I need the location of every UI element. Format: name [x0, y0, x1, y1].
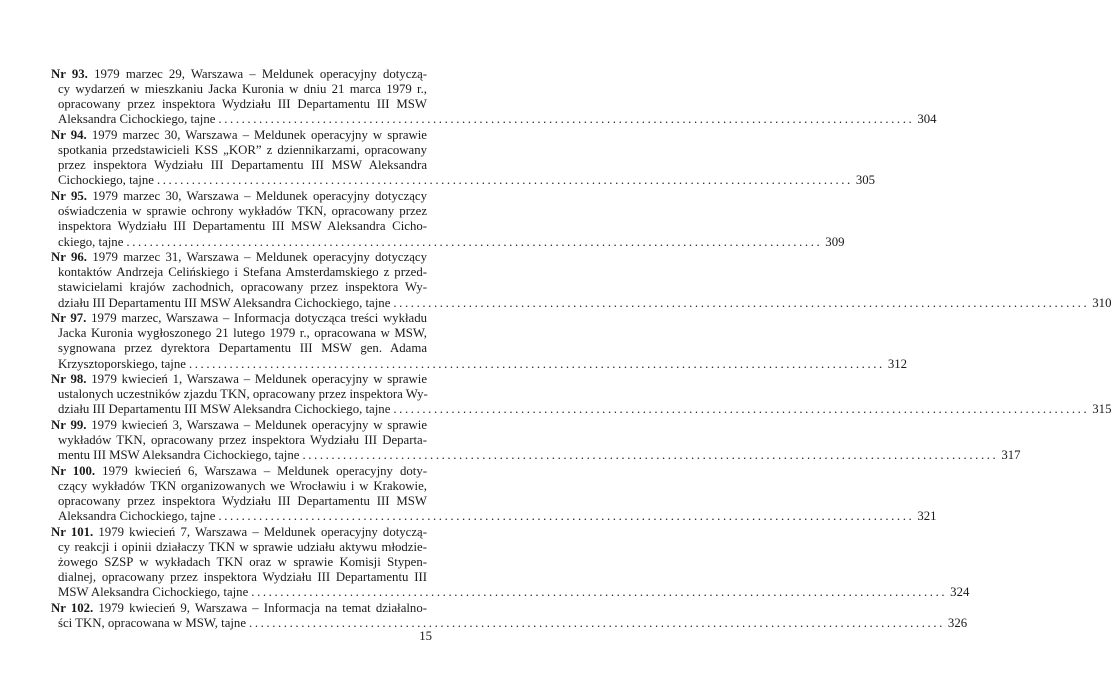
toc-entry-line — [51, 418, 427, 433]
toc-entry-last-line — [51, 295, 1111, 311]
toc-entry-page: 315 — [1092, 402, 1111, 417]
toc-entry — [51, 524, 970, 601]
toc-entry-line — [51, 372, 427, 387]
toc-entry-page: 309 — [825, 234, 845, 249]
toc-entry — [51, 128, 876, 189]
toc-entry-line — [51, 143, 427, 158]
toc-entry — [51, 600, 968, 631]
dot-leader: ........................................................................................................................ — [393, 295, 1090, 310]
toc-entry-text: cy wydarzeń w mieszkaniu Jacka Kuronia w dniu 21 marca 1979 r., — [58, 82, 427, 97]
toc-entry-text: żowego SZSP w wykładach TKN oraz w sprawie Komisji Stypen- — [58, 555, 427, 570]
toc-entry-line — [51, 494, 427, 509]
toc-entry-line — [51, 311, 427, 326]
toc-entry-line — [51, 433, 427, 448]
toc-entry-text: opracowany przez inspektora Wydziału III Departamentu III MSW — [58, 494, 427, 509]
toc-entry-page: 305 — [855, 173, 876, 188]
toc-entry-line — [51, 540, 427, 555]
page-number: 15 — [419, 629, 432, 643]
toc-entry-last-line — [51, 448, 1021, 463]
toc-entry-last-line — [51, 356, 908, 372]
toc-entry-text: mentu III MSW Aleksandra Cichockiego, tajne — [58, 448, 300, 463]
toc-entry-line — [51, 67, 427, 82]
toc-entry-text: kontaktów Andrzeja Celińskiego i Stefana Amsterdamskiego z przed- — [58, 265, 427, 280]
toc-entry-last-line — [51, 616, 968, 631]
toc-entry-text: 1979 kwiecień 6, Warszawa – Meldunek operacyjny doty- — [102, 463, 427, 478]
toc-entry-line — [51, 570, 427, 585]
dot-leader: ........................................................................................................................ — [156, 173, 853, 188]
toc-entry-last-line — [51, 234, 845, 250]
toc-entry-text: cy reakcji i opinii działaczy TKN w sprawie udziału aktywu młodzie- — [58, 539, 427, 554]
toc-entry — [51, 189, 845, 250]
toc-entry-text: 1979 marzec 29, Warszawa – Meldunek operacyjny dotyczą- — [94, 67, 428, 81]
dot-leader: ........................................................................................................................ — [218, 112, 915, 127]
toc-entry-line — [51, 555, 427, 570]
toc-entry-text: działu III Departamentu III MSW Aleksandra Cichockiego, tajne — [58, 295, 391, 310]
toc-entry-text: przez inspektora Wydziału III Departamentu III MSW Aleksandra — [58, 158, 427, 173]
toc-entry-text: Aleksandra Cichockiego, tajne — [58, 112, 216, 127]
toc-entry-text: opracowany przez inspektora Wydziału III Departamentu III MSW — [58, 97, 427, 112]
toc-entry-line — [51, 189, 427, 204]
toc-entry-number: Nr 99. — [51, 417, 87, 432]
toc-entry-text: 1979 marzec, Warszawa – Informacja dotycząca treści wykładu — [91, 311, 428, 326]
toc-entry-page: 310 — [1092, 295, 1111, 310]
toc-entry-line — [51, 326, 427, 341]
toc-entry-text: spotkania przedstawicieli KSS „KOR” z dziennikarzami, opracowany — [58, 143, 427, 158]
toc-entry-text: sygnowana przez dyrektora Departamentu III MSW gen. Adama — [58, 341, 427, 356]
toc-entry-text: 1979 kwiecień 9, Warszawa – Informacja na temat działalno- — [98, 600, 427, 615]
toc-entry-text: ści TKN, opracowana w MSW, tajne — [58, 616, 247, 631]
toc-entry-last-line — [51, 173, 876, 188]
toc-entry — [51, 463, 937, 525]
toc-entry-last-line — [51, 509, 937, 524]
toc-entry-last-line — [51, 402, 1111, 417]
toc-entry-text: dialnej, opracowany przez inspektora Wydziału III Departamentu III — [58, 570, 427, 585]
toc-entry-line — [51, 97, 427, 112]
toc-entry-number: Nr 95. — [51, 189, 87, 204]
toc-entry-text: 1979 kwiecień 3, Warszawa – Meldunek operacyjny w sprawie — [91, 417, 428, 432]
toc-entry-last-line — [51, 112, 937, 127]
toc-entry-number: Nr 96. — [51, 250, 87, 265]
toc-entry-line — [51, 158, 427, 173]
dot-leader: ........................................................................................................................ — [218, 509, 915, 524]
toc-entry-line — [51, 82, 427, 97]
toc-entry-text: wykładów TKN, opracowany przez inspektora Wydziału III Departa- — [58, 433, 427, 448]
dot-leader: ........................................................................................................................ — [393, 402, 1090, 417]
toc-entry — [51, 372, 1111, 417]
toc-entry-text: MSW Aleksandra Cichockiego, tajne — [58, 585, 249, 600]
toc-entry-text: 1979 kwiecień 1, Warszawa – Meldunek operacyjny w sprawie — [91, 372, 428, 387]
toc-entry-text: ckiego, tajne — [58, 234, 124, 249]
toc-entry-line — [51, 128, 427, 143]
toc-entry-line — [51, 341, 427, 356]
toc-entry-line — [51, 601, 427, 616]
toc-entry-number: Nr 102. — [51, 600, 94, 615]
toc-entry — [51, 417, 1021, 463]
toc-entry-text: Jacka Kuronia wygłoszonego 21 lutego 1979 r., opracowana w MSW, — [58, 326, 427, 341]
toc-entry-number: Nr 100. — [51, 463, 96, 478]
toc-entry-page: 326 — [947, 616, 968, 631]
toc-entry-page: 317 — [1001, 448, 1021, 463]
toc-entry-text: czący wykładów TKN organizowanych we Wrocławiu i w Krakowie, — [58, 478, 427, 493]
dot-leader: ........................................................................................................................ — [249, 616, 945, 631]
toc-entry-text: 1979 marzec 31, Warszawa – Meldunek operacyjny dotyczący — [92, 250, 428, 265]
toc-entry-line — [51, 387, 427, 402]
toc-entry-line — [51, 219, 427, 234]
toc-entry-number: Nr 97. — [51, 311, 87, 326]
toc-entry-text: Krzysztoporskiego, tajne — [58, 356, 186, 371]
toc-entry-number: Nr 101. — [51, 524, 94, 539]
toc-entry-line — [51, 525, 427, 540]
dot-leader: ........................................................................................................................ — [302, 448, 999, 463]
toc-entry-line — [51, 204, 427, 219]
toc-entry — [51, 250, 1111, 311]
dot-leader: ........................................................................................................................ — [251, 585, 948, 600]
toc-entry-last-line — [51, 585, 970, 600]
toc-entry-text: działu III Departamentu III MSW Aleksandra Cichockiego, tajne — [58, 402, 391, 417]
toc-entry-line — [51, 479, 427, 494]
toc-entry-page: 304 — [917, 112, 937, 127]
toc-entry-text: ustalonych uczestników zjazdu TKN, opracowany przez inspektora Wy- — [58, 387, 428, 402]
toc-entry-line — [51, 250, 427, 265]
toc-entry-line — [51, 280, 427, 295]
table-of-contents — [51, 67, 1111, 632]
toc-entry — [51, 311, 908, 372]
toc-entry-text: inspektora Wydziału III Departamentu III MSW Aleksandra Cicho- — [58, 219, 427, 234]
toc-entry-text: Cichockiego, tajne — [58, 173, 154, 188]
toc-entry-text: 1979 marzec 30, Warszawa – Meldunek operacyjny dotyczący — [92, 189, 428, 204]
toc-entry-page: 312 — [887, 356, 908, 371]
toc-entry-number: Nr 93. — [51, 67, 88, 81]
toc-entry-text: 1979 marzec 30, Warszawa – Meldunek operacyjny w sprawie — [91, 128, 427, 143]
toc-entry-page: 321 — [917, 509, 937, 524]
toc-entry-page: 324 — [950, 585, 970, 600]
dot-leader: ........................................................................................................................ — [188, 356, 885, 371]
toc-entry-text: 1979 kwiecień 7, Warszawa – Meldunek operacyjny dotyczą- — [98, 524, 427, 539]
toc-entry-text: stawicielami krajów zachodnich, opracowany przez inspektora Wy- — [58, 280, 427, 295]
toc-entry-number: Nr 94. — [51, 128, 87, 143]
dot-leader: ........................................................................................................................ — [126, 234, 823, 249]
toc-entry-text: oświadczenia w sprawie ochrony wykładów TKN, opracowany przez — [58, 204, 427, 219]
toc-entry-number: Nr 98. — [51, 372, 87, 387]
toc-entry-line — [51, 464, 427, 479]
toc-entry — [51, 67, 937, 128]
toc-entry-line — [51, 265, 427, 280]
toc-entry-text: Aleksandra Cichockiego, tajne — [58, 509, 216, 524]
